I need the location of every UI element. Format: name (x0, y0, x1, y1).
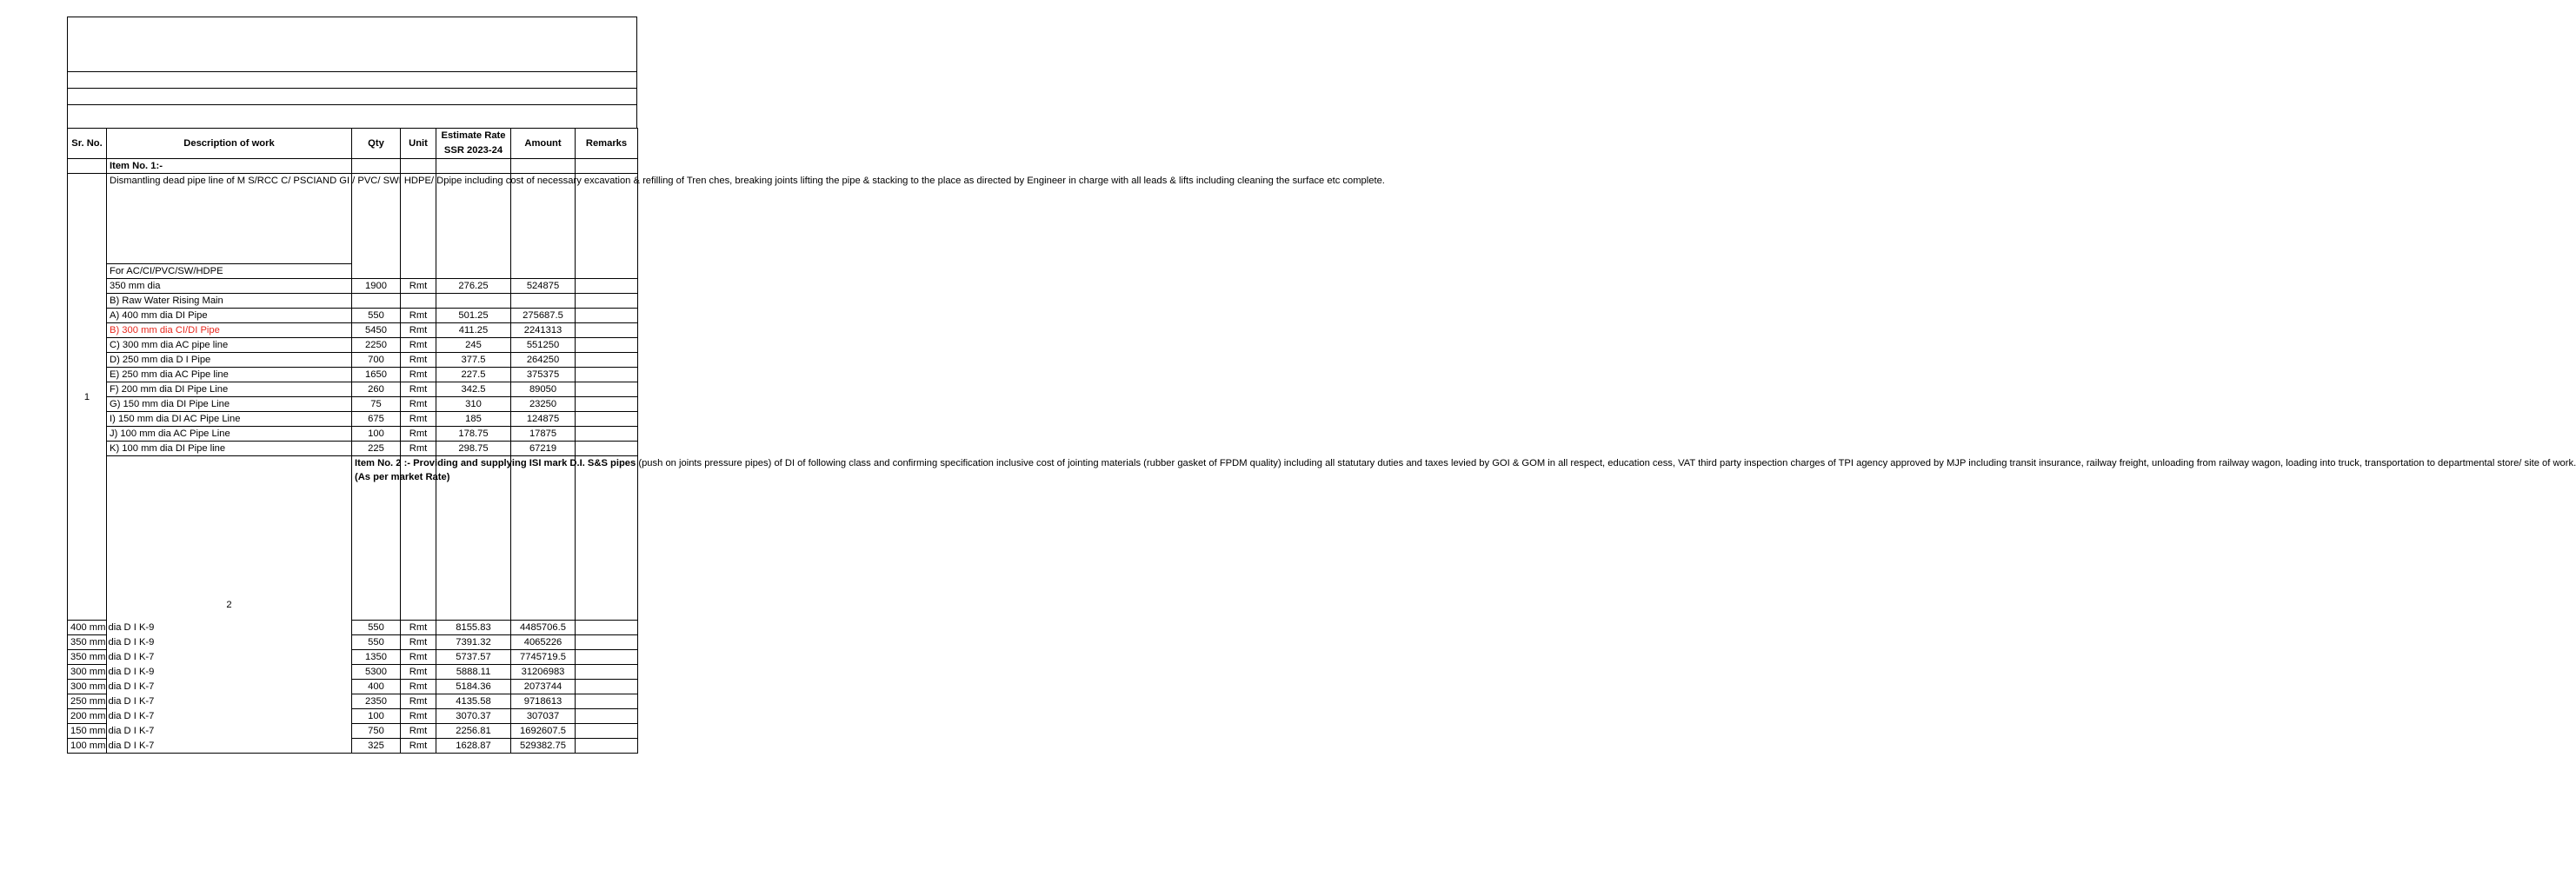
header-row (68, 129, 638, 159)
row-unit[interactable]: Rmt (401, 621, 436, 635)
row-description-highlighted[interactable]: B) 300 mm dia CI/DI Pipe (107, 323, 352, 338)
row-remarks[interactable] (576, 724, 638, 739)
table-row (68, 621, 638, 635)
row-unit[interactable]: Rmt (401, 353, 436, 368)
row-description[interactable]: D) 250 mm dia D I Pipe (107, 353, 352, 368)
row-qty[interactable]: 700 (352, 353, 401, 368)
row-amount[interactable]: 124875 (511, 412, 576, 427)
row-rate[interactable]: 3070.37 (436, 709, 511, 724)
row-description[interactable]: C) 300 mm dia AC pipe line (107, 338, 352, 353)
table-row (68, 338, 638, 353)
row-unit[interactable]: Rmt (401, 412, 436, 427)
row-qty[interactable]: 1350 (352, 650, 401, 665)
row-rate[interactable]: 2256.81 (436, 724, 511, 739)
cell[interactable] (511, 174, 576, 279)
row-unit[interactable]: Rmt (401, 709, 436, 724)
row-rate[interactable]: 5184.36 (436, 680, 511, 694)
row-amount[interactable]: 31206983 (511, 665, 576, 680)
row-rate[interactable]: 310 (436, 397, 511, 412)
row-remarks[interactable] (576, 353, 638, 368)
table-row (68, 680, 638, 694)
row-rate[interactable]: 377.5 (436, 353, 511, 368)
row-amount[interactable]: 264250 (511, 353, 576, 368)
row-amount[interactable]: 2241313 (511, 323, 576, 338)
header-rate-line2: SSR 2023-24 (443, 145, 503, 156)
row-unit[interactable]: Rmt (401, 680, 436, 694)
row-rate[interactable]: 245 (436, 338, 511, 353)
row-description[interactable]: 350 mm dia D I K-9 (68, 635, 107, 650)
item2-description-text: (push on joints pressure pipes) of DI of following class and confirming specification inclusive cost of jointing materials (rubber gasket of FPDM quality) including all statutary duties and taxes levied by GOI & GOM in all respect, education cess, VAT third party inspection charges of TPI agency approved by MJP including transit insurance, railway freight, unloading from railway wagon, loading into truck, transportation to departmental store/ site of work. (636, 458, 2576, 468)
row-unit[interactable]: Rmt (401, 279, 436, 294)
raw-water-heading[interactable]: B) Raw Water Rising Main (107, 294, 352, 309)
row-qty[interactable]: 550 (352, 635, 401, 650)
row-amount[interactable]: 9718613 (511, 694, 576, 709)
row-unit[interactable]: Rmt (401, 739, 436, 754)
header-rate-line1: Estimate Rate (441, 130, 506, 141)
raw-water-heading-row (68, 294, 638, 309)
header-unit[interactable]: Unit (401, 129, 436, 159)
row-amount[interactable]: 17875 (511, 427, 576, 442)
item2-description[interactable] (352, 456, 2576, 621)
cell[interactable] (436, 294, 511, 309)
row-remarks[interactable] (576, 338, 638, 353)
table-row (68, 427, 638, 442)
spreadsheet (67, 17, 2576, 754)
row-qty[interactable]: 225 (352, 442, 401, 456)
row-qty[interactable]: 100 (352, 709, 401, 724)
row-amount[interactable]: 375375 (511, 368, 576, 382)
item2-desc-row (68, 456, 638, 621)
row-unit[interactable]: Rmt (401, 694, 436, 709)
row-rate[interactable]: 501.25 (436, 309, 511, 323)
table-row (68, 309, 638, 323)
row-amount[interactable]: 551250 (511, 338, 576, 353)
row-amount[interactable]: 67219 (511, 442, 576, 456)
cell[interactable] (436, 159, 511, 174)
header-sr-no[interactable]: Sr. No. (68, 129, 107, 159)
item1-subheading[interactable]: For AC/CI/PVC/SW/HDPE (107, 264, 352, 279)
row-unit[interactable]: Rmt (401, 309, 436, 323)
row-remarks[interactable] (576, 442, 638, 456)
row-qty[interactable]: 1650 (352, 368, 401, 382)
table-row (68, 665, 638, 680)
cell[interactable] (576, 159, 638, 174)
row-description[interactable]: 350 mm dia D I K-7 (68, 650, 107, 665)
header-description[interactable]: Description of work (107, 129, 352, 159)
row-description[interactable]: A) 400 mm dia DI Pipe (107, 309, 352, 323)
row-unit[interactable]: Rmt (401, 338, 436, 353)
row-qty[interactable]: 400 (352, 680, 401, 694)
row-amount[interactable]: 7745719.5 (511, 650, 576, 665)
cell[interactable] (511, 456, 576, 621)
row-description[interactable]: J) 100 mm dia AC Pipe Line (107, 427, 352, 442)
row-remarks[interactable] (576, 635, 638, 650)
table-row (68, 323, 638, 338)
item1-sr-no[interactable]: 1 (68, 174, 107, 621)
cell[interactable] (352, 294, 401, 309)
table-row (68, 709, 638, 724)
row-remarks[interactable] (576, 382, 638, 397)
row-rate[interactable]: 7391.32 (436, 635, 511, 650)
row-rate[interactable]: 342.5 (436, 382, 511, 397)
cell[interactable] (68, 159, 107, 174)
row-qty[interactable]: 260 (352, 382, 401, 397)
row-unit[interactable]: Rmt (401, 724, 436, 739)
header-estimate-rate[interactable] (436, 129, 511, 159)
cell[interactable] (576, 294, 638, 309)
row-description[interactable]: I) 150 mm dia DI AC Pipe Line (107, 412, 352, 427)
row-qty[interactable]: 100 (352, 427, 401, 442)
table-row (68, 279, 638, 294)
row-amount[interactable]: 524875 (511, 279, 576, 294)
row-amount[interactable]: 1692607.5 (511, 724, 576, 739)
row-remarks[interactable] (576, 650, 638, 665)
row-remarks[interactable] (576, 309, 638, 323)
row-remarks[interactable] (576, 427, 638, 442)
row-description[interactable]: E) 250 mm dia AC Pipe line (107, 368, 352, 382)
title-row-3[interactable] (67, 88, 637, 104)
row-unit[interactable]: Rmt (401, 323, 436, 338)
table-row (68, 442, 638, 456)
table-row (68, 724, 638, 739)
row-qty[interactable]: 750 (352, 724, 401, 739)
cell[interactable] (511, 159, 576, 174)
table-row (68, 635, 638, 650)
table-row (68, 412, 638, 427)
cell[interactable] (511, 294, 576, 309)
row-qty[interactable]: 325 (352, 739, 401, 754)
table-row (68, 650, 638, 665)
row-description[interactable]: F) 200 mm dia DI Pipe Line (107, 382, 352, 397)
row-description[interactable]: 150 mm dia D I K-7 (68, 724, 107, 739)
row-remarks[interactable] (576, 621, 638, 635)
row-remarks[interactable] (576, 709, 638, 724)
title-row-1[interactable] (67, 17, 637, 71)
cell[interactable] (352, 174, 401, 279)
row-description[interactable]: 400 mm dia D I K-9 (68, 621, 107, 635)
row-unit[interactable]: Rmt (401, 427, 436, 442)
row-rate[interactable]: 1628.87 (436, 739, 511, 754)
table-row (68, 694, 638, 709)
row-unit[interactable]: Rmt (401, 442, 436, 456)
row-description[interactable]: 300 mm dia D I K-7 (68, 680, 107, 694)
row-rate[interactable]: 185 (436, 412, 511, 427)
row-remarks[interactable] (576, 739, 638, 754)
table-row (68, 353, 638, 368)
row-remarks[interactable] (576, 397, 638, 412)
header-amount[interactable]: Amount (511, 129, 576, 159)
header-remarks[interactable]: Remarks (576, 129, 638, 159)
table-row (68, 397, 638, 412)
row-amount[interactable]: 529382.75 (511, 739, 576, 754)
row-qty[interactable]: 550 (352, 309, 401, 323)
estimate-table (67, 128, 2576, 754)
table-row (68, 739, 638, 754)
item1-title-row (68, 159, 638, 174)
row-amount[interactable]: 275687.5 (511, 309, 576, 323)
row-remarks[interactable] (576, 694, 638, 709)
row-remarks[interactable] (576, 323, 638, 338)
row-amount[interactable]: 4485706.5 (511, 621, 576, 635)
row-rate[interactable]: 411.25 (436, 323, 511, 338)
title-row-2[interactable] (67, 71, 637, 88)
row-rate[interactable]: 5888.11 (436, 665, 511, 680)
row-rate[interactable]: 178.75 (436, 427, 511, 442)
table-row (68, 368, 638, 382)
cell[interactable] (576, 456, 638, 621)
item1-description[interactable]: Dismantling dead pipe line of M S/RCC C/ PSCIAND GI / PVC/ SWI HDPE/ Dpipe including cost of necessary excavation & refilling of Tren ches, breaking joints lifting the pipe & stacking to the place as directed by Engineer in charge with all leads & lifts including cleaning the surface etc complete. (107, 174, 352, 264)
row-qty[interactable]: 550 (352, 621, 401, 635)
row-unit[interactable]: Rmt (401, 650, 436, 665)
row-remarks[interactable] (576, 412, 638, 427)
row-description[interactable]: 250 mm dia D I K-7 (68, 694, 107, 709)
row-unit[interactable]: Rmt (401, 368, 436, 382)
row-qty[interactable]: 5450 (352, 323, 401, 338)
item1-title[interactable]: Item No. 1:- (107, 159, 352, 174)
row-description[interactable]: K) 100 mm dia DI Pipe line (107, 442, 352, 456)
row-unit[interactable]: Rmt (401, 635, 436, 650)
item2-sr-no[interactable]: 2 (107, 456, 352, 754)
row-rate[interactable]: 4135.58 (436, 694, 511, 709)
row-remarks[interactable] (576, 368, 638, 382)
cell[interactable] (352, 159, 401, 174)
row-rate[interactable]: 5737.57 (436, 650, 511, 665)
row-description[interactable]: 300 mm dia D I K-9 (68, 665, 107, 680)
row-amount[interactable]: 23250 (511, 397, 576, 412)
row-unit[interactable]: Rmt (401, 665, 436, 680)
row-description[interactable]: 200 mm dia D I K-7 (68, 709, 107, 724)
title-row-4[interactable] (67, 104, 637, 128)
cell[interactable] (401, 294, 436, 309)
row-remarks[interactable] (576, 665, 638, 680)
row-amount[interactable]: 89050 (511, 382, 576, 397)
row-unit[interactable]: Rmt (401, 382, 436, 397)
row-rate[interactable]: 298.75 (436, 442, 511, 456)
row-remarks[interactable] (576, 279, 638, 294)
item2-note: (As per market Rate) (355, 472, 450, 482)
row-amount[interactable]: 307037 (511, 709, 576, 724)
row-qty[interactable]: 75 (352, 397, 401, 412)
row-rate[interactable]: 227.5 (436, 368, 511, 382)
row-description[interactable]: 100 mm dia D I K-7 (68, 739, 107, 754)
cell[interactable] (401, 159, 436, 174)
row-qty[interactable]: 2350 (352, 694, 401, 709)
table-row (68, 382, 638, 397)
row-amount[interactable]: 4065226 (511, 635, 576, 650)
row-qty[interactable]: 2250 (352, 338, 401, 353)
row-amount[interactable]: 2073744 (511, 680, 576, 694)
row-unit[interactable]: Rmt (401, 397, 436, 412)
header-qty[interactable]: Qty (352, 129, 401, 159)
row-qty[interactable]: 675 (352, 412, 401, 427)
cell[interactable] (576, 174, 638, 279)
row-qty[interactable]: 1900 (352, 279, 401, 294)
item1-desc-row (68, 174, 638, 264)
row-description[interactable]: 350 mm dia (107, 279, 352, 294)
row-remarks[interactable] (576, 680, 638, 694)
row-rate[interactable]: 8155.83 (436, 621, 511, 635)
cell[interactable] (401, 174, 436, 279)
row-description[interactable]: G) 150 mm dia DI Pipe Line (107, 397, 352, 412)
row-rate[interactable]: 276.25 (436, 279, 511, 294)
item2-title: Item No. 2 :- Providing and supplying ISI mark D.I. S&S pipes (355, 458, 636, 468)
row-qty[interactable]: 5300 (352, 665, 401, 680)
cell[interactable] (436, 174, 511, 279)
